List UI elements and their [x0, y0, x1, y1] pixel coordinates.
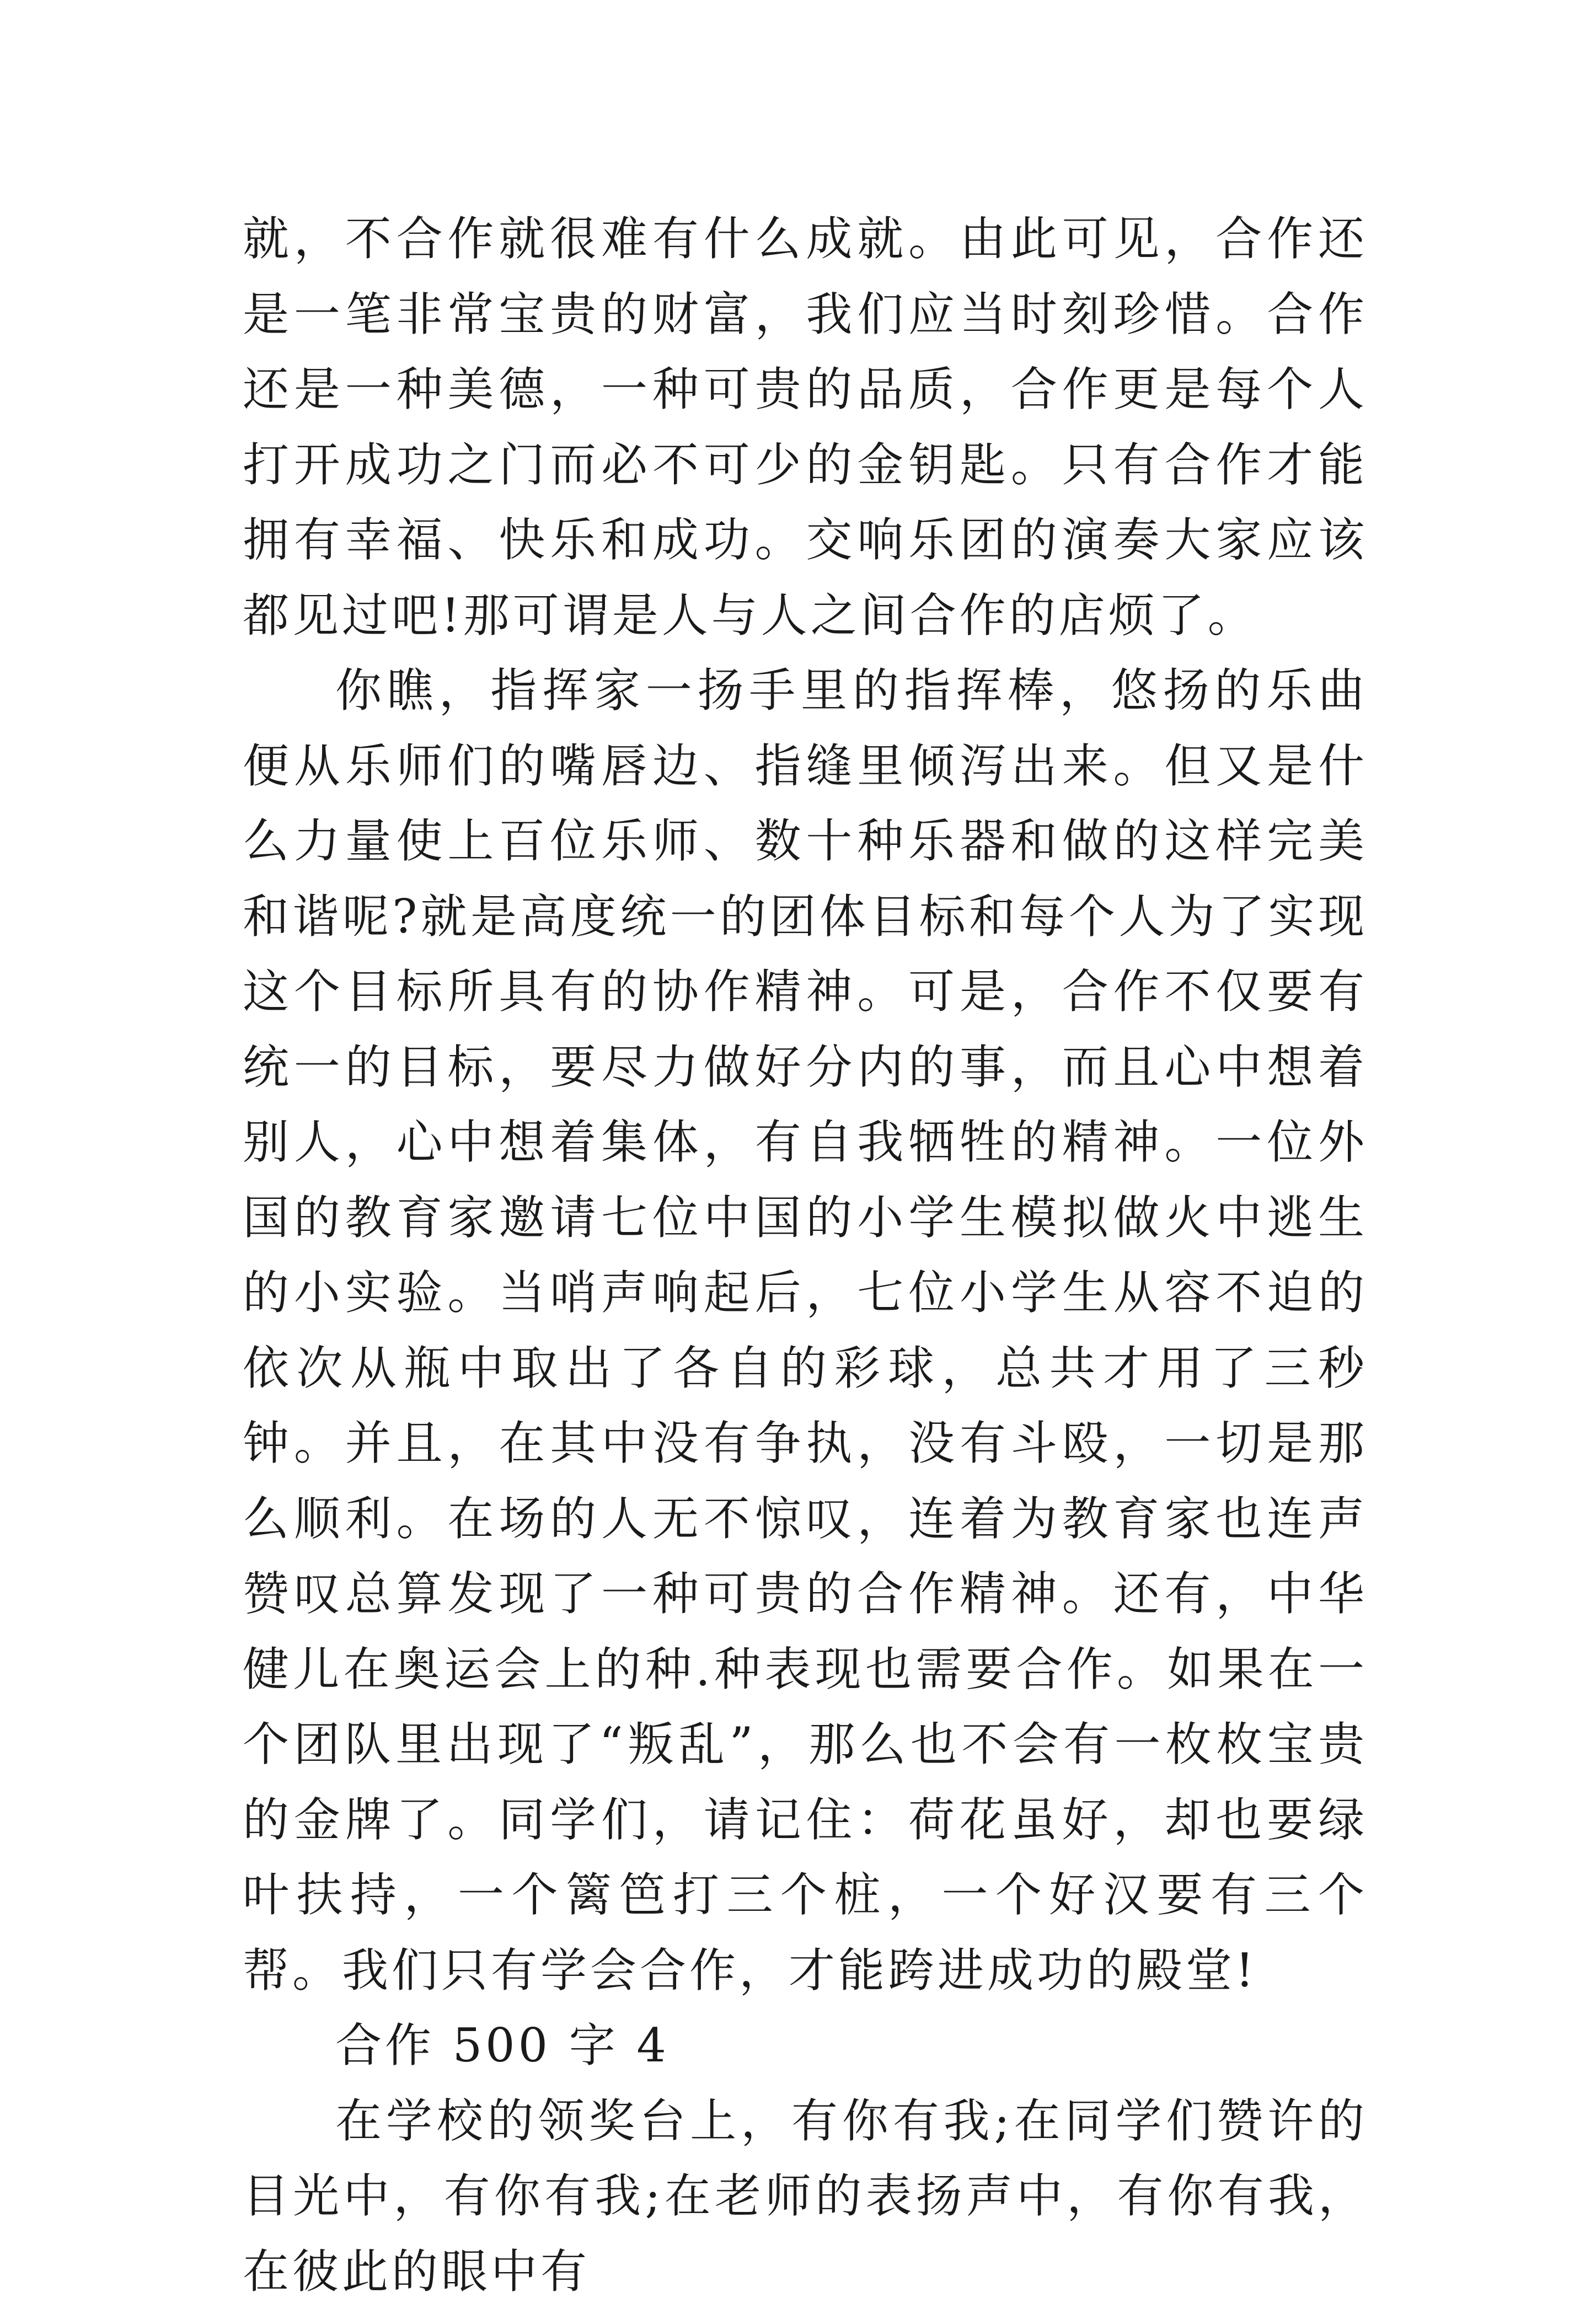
paragraph-continuation: 就，不合作就很难有什么成就。由此可见，合作还是一笔非常宝贵的财富，我们应当时刻珍惜。合作还是一种美德，一种可贵的品质，合作更是每个人打开成功之门而必不可少的金钥匙。只有合作才能拥有幸福、快乐和成功。交响乐团的演奏大家应该都见过吧!那可谓是人与人之间合作的店烦了。 [243, 201, 1368, 653]
section-heading: 合作 500 字 4 [243, 2008, 1368, 2083]
paragraph-award-stage: 在学校的领奖台上，有你有我;在同学们赞许的目光中，有你有我;在老师的表扬声中，有你有我，在彼此的眼中有 [243, 2083, 1368, 2309]
document-body [243, 201, 1368, 2309]
paragraph-orchestra: 你瞧，指挥家一扬手里的指挥棒，悠扬的乐曲便从乐师们的嘴唇边、指缝里倾泻出来。但又是什么力量使上百位乐师、数十种乐器和做的这样完美和谐呢?就是高度统一的团体目标和每个人为了实现这个目标所具有的协作精神。可是，合作不仅要有统一的目标，要尽力做好分内的事，而且心中想着别人，心中想着集体，有自我牺牲的精神。一位外国的教育家邀请七位中国的小学生模拟做火中逃生的小实验。当哨声响起后，七位小学生从容不迫的依次从瓶中取出了各自的彩球，总共才用了三秒钟。并且，在其中没有争执，没有斗殴，一切是那么顺利。在场的人无不惊叹，连着为教育家也连声赞叹总算发现了一种可贵的合作精神。还有，中华健儿在奥运会上的种.种表现也需要合作。如果在一个团队里出现了“叛乱”，那么也不会有一枚枚宝贵的金牌了。同学们，请记住：荷花虽好，却也要绿叶扶持，一个篱笆打三个桩，一个好汉要有三个帮。我们只有学会合作，才能跨进成功的殿堂! [243, 653, 1368, 2008]
